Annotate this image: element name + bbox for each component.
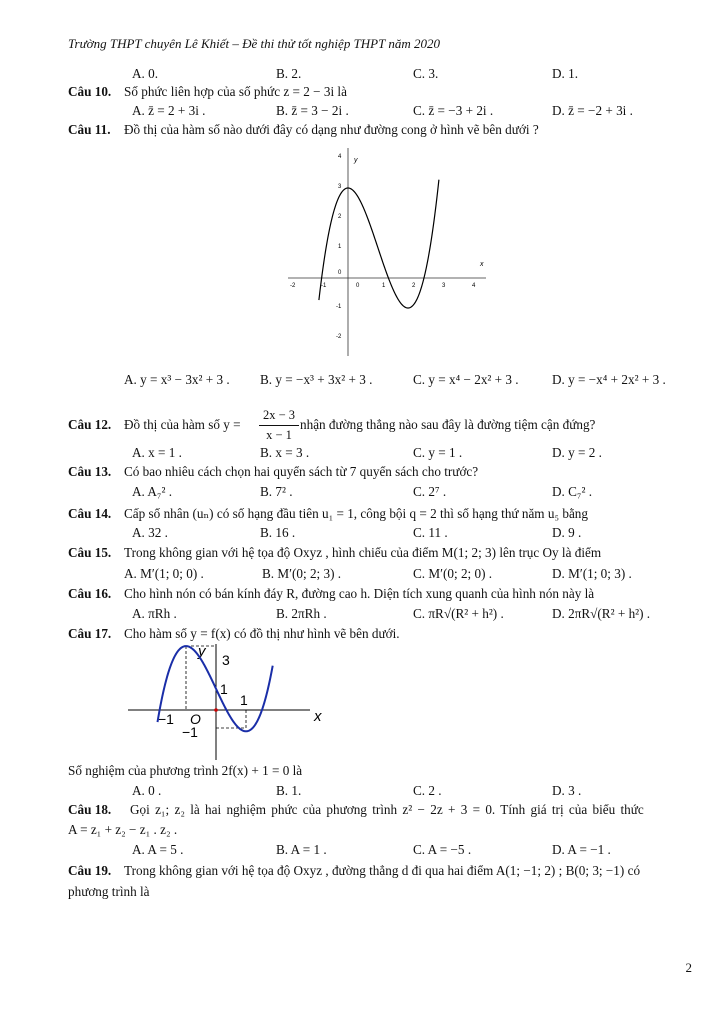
q11-y-tick: -2 [336, 334, 342, 340]
q17-graph [124, 640, 324, 762]
q11-y-tick: 4 [338, 154, 342, 160]
q15-text: Trong không gian với hệ tọa độ Oxyz , hình chiếu của điểm M(1; 2; 3) lên trục Oy là điểm [124, 545, 602, 560]
q16-option-c: C. πR√(R² + h²) . [413, 606, 504, 621]
q9-option-b: B. 2. [276, 66, 302, 81]
q10-option-b: B. z̄ = 3 − 2i . [276, 103, 349, 118]
q11-x-ticks [290, 283, 476, 289]
q12-option-d: D. y = 2 . [552, 445, 602, 460]
q12-option-b: B. x = 3 . [260, 445, 310, 460]
q16-option-a: A. πRh . [132, 606, 177, 621]
q11-option-b: B. y = −x³ + 3x² + 3 . [260, 372, 373, 387]
q18-option-a: A. A = 5 . [132, 842, 184, 857]
q12-fraction-num: 2x − 3 [262, 408, 296, 422]
page-number: 2 [685, 960, 692, 975]
q14-option-d: D. 9 . [552, 525, 582, 540]
q11-option-d: D. y = −x⁴ + 2x² + 3 . [552, 372, 666, 387]
q17-label-neg1-y: −1 [182, 724, 198, 740]
q9-option-d: D. 1. [552, 66, 579, 81]
q11-x-tick: 4 [472, 283, 476, 289]
q15-option-b: B. M′(0; 2; 3) . [262, 566, 342, 581]
q14-label: Câu 14. [68, 506, 112, 521]
q18-text2: A = z₁ + z₂ − z₁ . z₂ . [68, 822, 178, 837]
q12-fraction-den: x − 1 [266, 428, 292, 442]
q11-x-tick: -1 [321, 283, 327, 289]
q13-label: Câu 13. [68, 464, 112, 479]
q17-label-3: 3 [222, 652, 230, 668]
q9-option-c: C. 3. [413, 66, 439, 81]
q10-label: Câu 10. [68, 84, 112, 99]
q12-option-a: A. x = 1 . [132, 445, 182, 460]
q11-x-tick: 2 [412, 283, 416, 289]
q17-label: Câu 17. [68, 626, 112, 641]
q19-label: Câu 19. [68, 863, 112, 878]
q17-curve [158, 646, 273, 731]
q11-y-tick: 2 [338, 214, 342, 220]
q17-origin-label: O [190, 711, 201, 727]
q16-label: Câu 16. [68, 586, 112, 601]
q11-curve [319, 180, 439, 308]
q10-option-d: D. z̄ = −2 + 3i . [552, 103, 633, 118]
q9-option-a: A. 0. [132, 66, 159, 81]
q18-label: Câu 18. [68, 802, 112, 817]
q16-option-b: B. 2πRh . [276, 606, 327, 621]
q14-option-a: A. 32 . [132, 525, 168, 540]
q19-text: Trong không gian với hệ tọa độ Oxyz , đường thẳng d đi qua hai điểm A(1; −1; 2) ; B(0; 3; −1) có [124, 863, 641, 878]
q13-option-c: C. 2⁷ . [413, 484, 447, 499]
q19-text2: phương trình là [68, 884, 150, 899]
q17-option-b: B. 1. [276, 783, 302, 798]
q16-option-d: D. 2πR√(R² + h²) . [552, 606, 651, 621]
q11-x-tick: 0 [356, 283, 360, 289]
q14-option-c: C. 11 . [413, 525, 448, 540]
q17-option-c: C. 2 . [413, 783, 442, 798]
q11-option-c: C. y = x⁴ − 2x² + 3 . [413, 372, 519, 387]
q18-option-c: C. A = −5 . [413, 842, 472, 857]
q15-option-c: C. M′(0; 2; 0) . [413, 566, 493, 581]
q16-text: Cho hình nón có bán kính đáy R, đường cao h. Diện tích xung quanh của hình nón này là [124, 586, 595, 601]
q11-x-tick: 1 [382, 283, 386, 289]
q12-pre: Đồ thị của hàm số y = [124, 417, 241, 432]
q11-label: Câu 11. [68, 122, 111, 137]
q17-text: Cho hàm số y = f(x) có đồ thị như hình vẽ bên dưới. [124, 626, 400, 641]
page-header: Trường THPT chuyên Lê Khiết – Đề thi thử tốt nghiệp THPT năm 2020 [68, 36, 441, 51]
q17-origin-point [214, 708, 218, 712]
q11-option-a: A. y = x³ − 3x² + 3 . [124, 372, 230, 387]
q11-y-tick: 1 [338, 244, 342, 250]
q11-y-label: y [354, 157, 358, 164]
q15-option-a: A. M′(1; 0; 0) . [124, 566, 204, 581]
q13-option-d: D. C₇² . [552, 484, 593, 499]
q12-label: Câu 12. [68, 417, 112, 432]
q14-text: Cấp số nhân (uₙ) có số hạng đầu tiên u₁ = 1, công bội q = 2 thì số hạng thứ năm u₅ bằng [124, 506, 588, 521]
q11-text: Đồ thị của hàm số nào dưới đây có dạng như đường cong ở hình vẽ bên dưới ? [124, 122, 539, 137]
q11-x-tick: -2 [290, 283, 296, 289]
q12-post: nhận đường thẳng nào sau đây là đường tiệm cận đứng? [300, 417, 596, 432]
q10-option-a: A. z̄ = 2 + 3i . [132, 103, 206, 118]
q17-label-neg1-x: −1 [158, 711, 174, 727]
q11-y-ticks [336, 154, 342, 340]
q10-option-c: C. z̄ = −3 + 2i . [413, 103, 494, 118]
q11-y-tick: -1 [336, 304, 342, 310]
q17-option-a: A. 0 . [132, 783, 162, 798]
q13-text: Có bao nhiêu cách chọn hai quyển sách từ 7 quyển sách cho trước? [124, 464, 479, 479]
q17-x-label: x [314, 708, 322, 725]
q13-option-a: A. A₇² . [132, 484, 173, 499]
q11-x-label: x [480, 261, 484, 268]
q18-option-d: D. A = −1 . [552, 842, 611, 857]
q15-label: Câu 15. [68, 545, 112, 560]
q17-option-d: D. 3 . [552, 783, 582, 798]
q17-y-label: y [198, 643, 206, 660]
q12-fraction-bar [259, 425, 299, 426]
q11-y-tick: 3 [338, 184, 342, 190]
q12-option-c: C. y = 1 . [413, 445, 463, 460]
q18-option-b: B. A = 1 . [276, 842, 327, 857]
q11-cubic-graph [282, 144, 492, 360]
q11-x-tick: 3 [442, 283, 446, 289]
q14-option-b: B. 16 . [260, 525, 296, 540]
q17-question: Số nghiệm của phương trình 2f(x) + 1 = 0 là [68, 763, 303, 778]
q17-label-1-x: 1 [240, 692, 248, 708]
q15-option-d: D. M′(1; 0; 3) . [552, 566, 632, 581]
q13-option-b: B. 7² . [260, 484, 293, 499]
q10-text: Số phức liên hợp của số phức z = 2 − 3i là [124, 84, 347, 99]
q17-label-1-y: 1 [220, 681, 228, 697]
q18-text: Gọi z₁; z₂ là hai nghiệm phức của phương trình z² − 2z + 3 = 0. Tính giá trị của biểu thức [130, 802, 644, 817]
q11-y-tick: 0 [338, 270, 342, 276]
